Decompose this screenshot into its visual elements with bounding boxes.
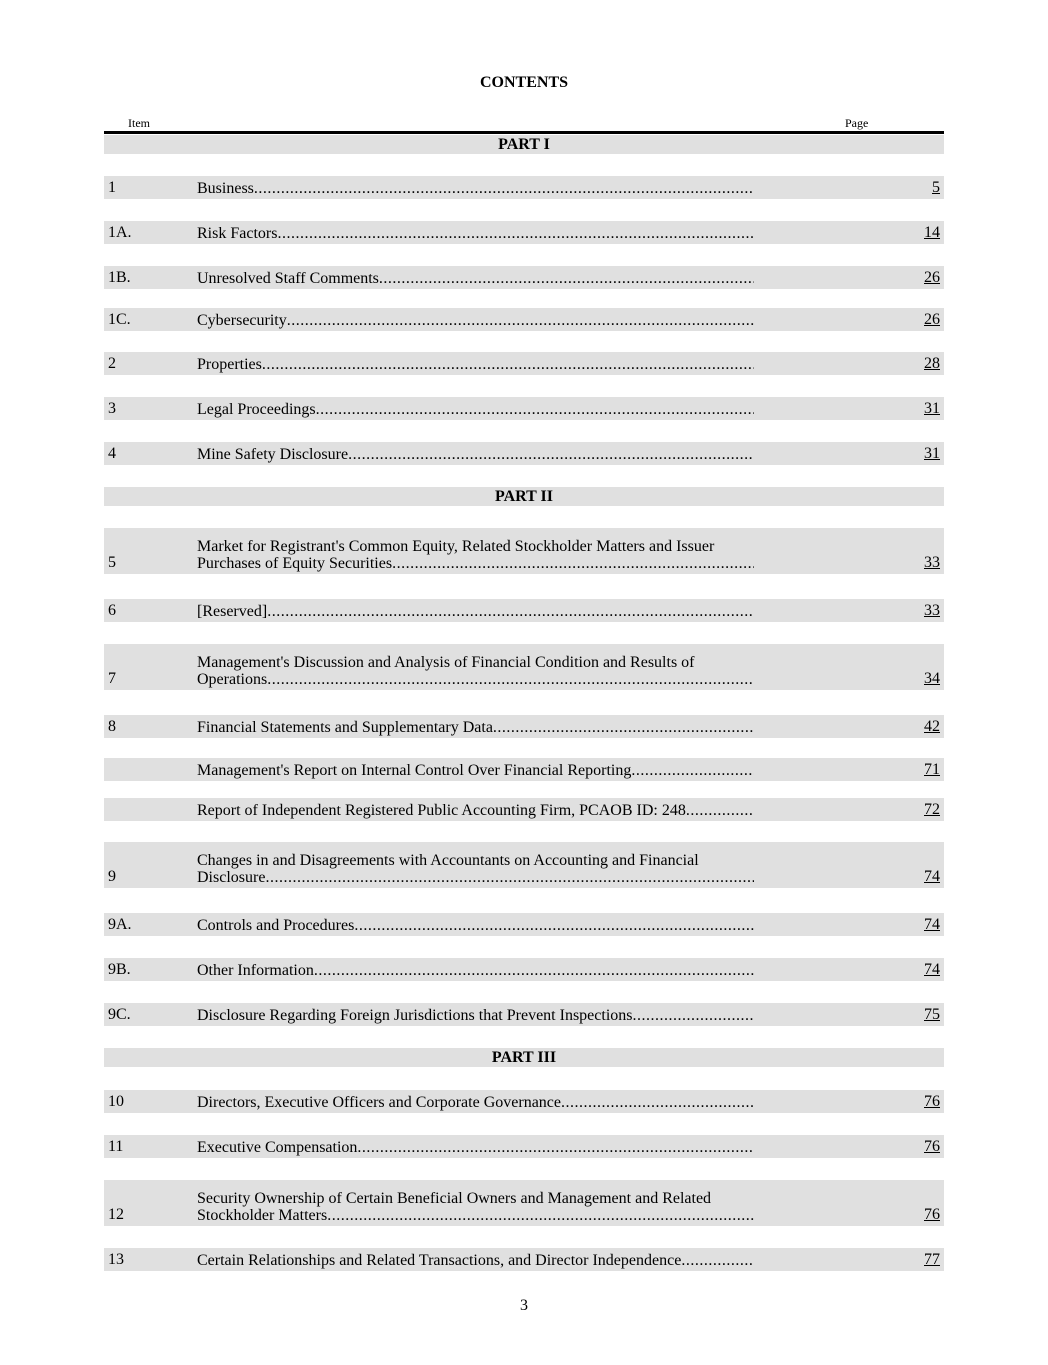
toc-row-item-12 <box>104 1180 944 1226</box>
page-link[interactable]: 42 <box>924 718 940 735</box>
item-number: 7 <box>108 670 116 687</box>
item-title: Business <box>197 180 254 197</box>
contents-title: CONTENTS <box>479 74 569 91</box>
page-link[interactable]: 5 <box>932 179 940 196</box>
page-link[interactable]: 34 <box>924 670 940 687</box>
toc-row-item-1c <box>104 308 944 331</box>
page-link[interactable]: 74 <box>924 868 940 885</box>
toc-row-item-10 <box>104 1090 944 1113</box>
page-column-header: Page <box>845 116 869 130</box>
toc-row-auditor-report <box>104 798 944 821</box>
item-title: Financial Statements and Supplementary Data <box>197 719 493 736</box>
header-rule <box>104 131 944 134</box>
item-title: Other Information <box>197 962 314 979</box>
page-link[interactable]: 28 <box>924 355 940 372</box>
page-link[interactable]: 76 <box>924 1206 940 1223</box>
item-number: 9A. <box>108 916 132 933</box>
item-title-line2: Purchases of Equity Securities <box>197 555 393 572</box>
page-link[interactable]: 14 <box>924 224 940 241</box>
item-number: 1 <box>108 179 116 196</box>
item-number: 1C. <box>108 311 131 328</box>
item-title: Management's Report on Internal Control Over Financial Reporting <box>197 762 632 779</box>
part-1-heading: PART I <box>104 135 944 154</box>
item-title-line1: Security Ownership of Certain Beneficial Owners and Management and Related <box>197 1190 712 1207</box>
toc-row-item-1b <box>104 266 944 289</box>
page-link[interactable]: 74 <box>924 961 940 978</box>
page-link[interactable]: 33 <box>924 554 940 571</box>
item-number: 11 <box>108 1138 124 1155</box>
item-title: Report of Independent Registered Public Accounting Firm, PCAOB ID: 248 <box>197 802 686 819</box>
item-number: 1B. <box>108 269 131 286</box>
toc-row-item-5 <box>104 528 944 574</box>
page-link[interactable]: 26 <box>924 311 940 328</box>
item-column-header: Item <box>128 116 150 130</box>
page-link[interactable]: 75 <box>924 1006 940 1023</box>
item-title: Directors, Executive Officers and Corporate Governance <box>197 1094 561 1111</box>
page-number: 3 <box>520 1297 528 1314</box>
item-title: Unresolved Staff Comments <box>197 270 379 287</box>
toc-row-item-9b <box>104 958 944 981</box>
item-title-line2: Operations <box>197 671 268 688</box>
item-number: 1A. <box>108 224 132 241</box>
item-title: Legal Proceedings <box>197 401 316 418</box>
item-title: [Reserved] <box>197 603 268 620</box>
item-number: 2 <box>108 355 116 372</box>
toc-row-item-7 <box>104 644 944 690</box>
toc-row-item-13 <box>104 1248 944 1271</box>
part-2-heading: PART II <box>104 487 944 506</box>
item-number: 9B. <box>108 961 131 978</box>
item-number: 13 <box>108 1251 124 1268</box>
page-link[interactable]: 71 <box>924 761 940 778</box>
toc-row-item-1 <box>104 176 944 199</box>
item-number: 9 <box>108 868 116 885</box>
toc-row-item-2 <box>104 352 944 375</box>
toc-row-item-9 <box>104 842 944 888</box>
item-title-line2: Stockholder Matters <box>197 1207 328 1224</box>
page-link[interactable]: 76 <box>924 1093 940 1110</box>
item-title-line2: Disclosure <box>197 869 266 886</box>
item-number: 9C. <box>108 1006 131 1023</box>
item-title: Mine Safety Disclosure <box>197 446 349 463</box>
item-number: 3 <box>108 400 116 417</box>
item-number: 6 <box>108 602 116 619</box>
item-number: 5 <box>108 554 116 571</box>
item-number: 12 <box>108 1206 124 1223</box>
toc-row-mgmt-report <box>104 758 944 781</box>
toc-row-item-9a <box>104 913 944 936</box>
item-title: Risk Factors <box>197 225 278 242</box>
item-number: 10 <box>108 1093 124 1110</box>
page-link[interactable]: 31 <box>924 400 940 417</box>
toc-row-item-8 <box>104 715 944 738</box>
toc-row-item-3 <box>104 397 944 420</box>
part-3-heading: PART III <box>104 1048 944 1067</box>
toc-row-item-11 <box>104 1135 944 1158</box>
item-number: 4 <box>108 445 116 462</box>
item-title: Disclosure Regarding Foreign Jurisdictions that Prevent Inspections <box>197 1007 633 1024</box>
toc-row-item-4 <box>104 442 944 465</box>
item-title-line1: Management's Discussion and Analysis of Financial Condition and Results of <box>197 654 695 671</box>
page-link[interactable]: 26 <box>924 269 940 286</box>
item-title-line1: Market for Registrant's Common Equity, Related Stockholder Matters and Issuer <box>197 538 715 555</box>
page-link[interactable]: 77 <box>924 1251 940 1268</box>
item-number: 8 <box>108 718 116 735</box>
item-title: Cybersecurity <box>197 312 287 329</box>
page-link[interactable]: 31 <box>924 445 940 462</box>
item-title: Controls and Procedures <box>197 917 355 934</box>
toc-row-item-9c <box>104 1003 944 1026</box>
page-link[interactable]: 33 <box>924 602 940 619</box>
item-title: Executive Compensation <box>197 1139 358 1156</box>
page-link[interactable]: 74 <box>924 916 940 933</box>
page-link[interactable]: 76 <box>924 1138 940 1155</box>
toc-row-item-6 <box>104 599 944 622</box>
item-title: Certain Relationships and Related Transactions, and Director Independence <box>197 1252 682 1269</box>
toc-row-item-1a <box>104 221 944 244</box>
page-link[interactable]: 72 <box>924 801 940 818</box>
item-title: Properties <box>197 356 262 373</box>
item-title-line1: Changes in and Disagreements with Accountants on Accounting and Financial <box>197 852 699 869</box>
